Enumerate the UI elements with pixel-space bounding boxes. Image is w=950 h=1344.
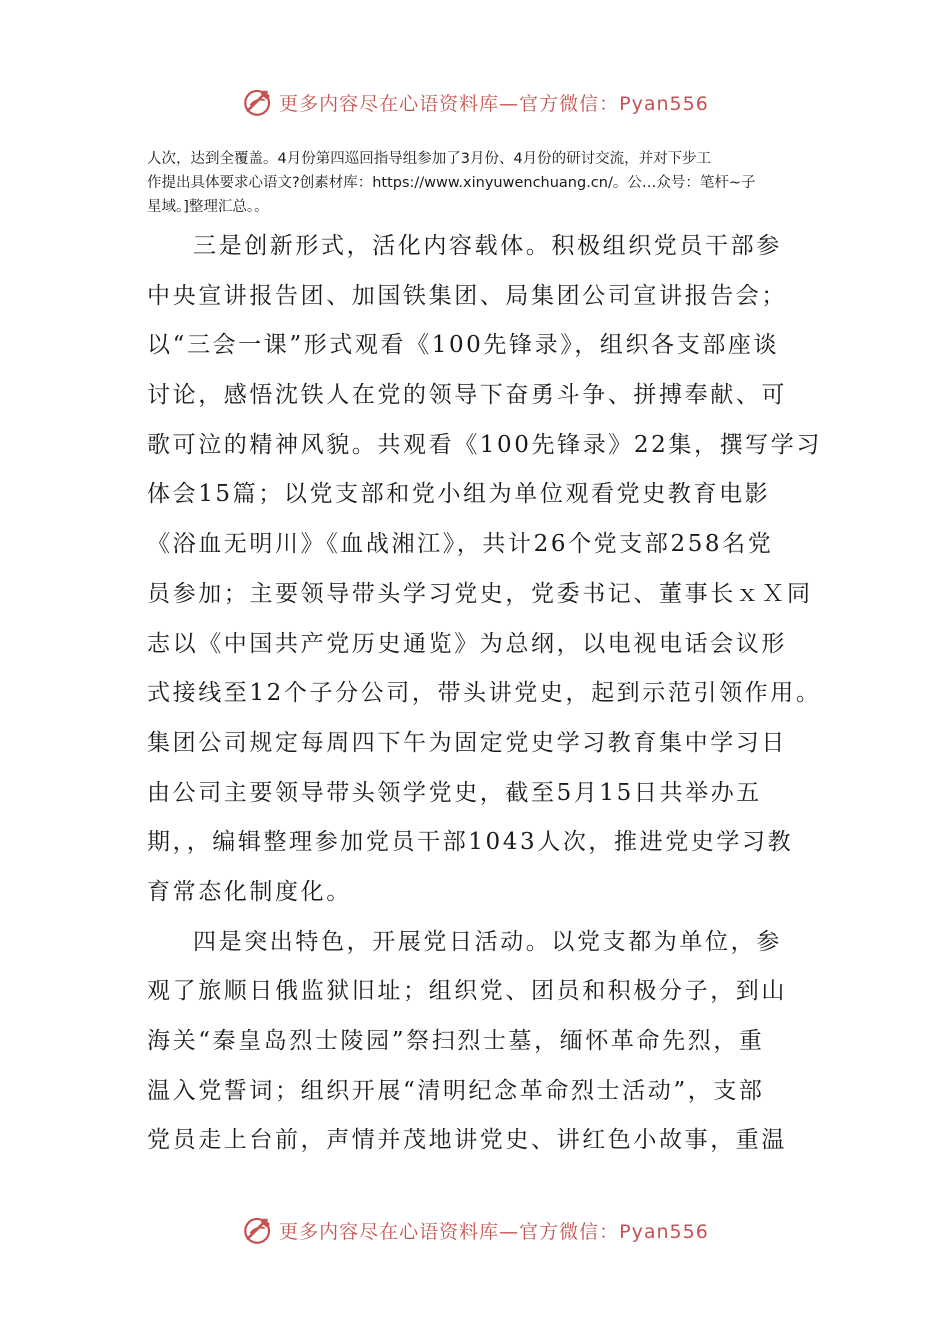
footer-banner: [0, 1210, 950, 1250]
pen-logo-icon: [241, 85, 275, 119]
header-banner-text: 更多内容尽在心语资料库—官方微信：Pyan556: [279, 92, 709, 115]
paragraph-line: 志以《中国共产党历史通览》为总纲，以电视电话会议形: [147, 630, 787, 657]
header-banner: [0, 82, 950, 122]
paragraph-innovate-forms: [147, 222, 822, 918]
paragraph-line: 海关“秦皇岛烈士陵园”祭扫烈士墓，缅怀革命先烈，重: [147, 1028, 765, 1054]
paragraph-line: 由公司主要领导带头领学党史，截至5月15日共举办五: [147, 779, 762, 806]
paragraph-line: 体会15篇；以党支部和党小组为单位观看党史教育电影: [147, 481, 771, 508]
paragraph-line: 式接线至12个子分公司，带头讲党史，起到示范引领作用。: [147, 680, 822, 707]
paragraph-line: 期，，编辑整理参加党员干部1043人次，推进党史学习教: [147, 829, 794, 856]
top-note-line: 人次，达到全覆盖。4月份第四巡回指导组参加了3月份、4月份的研讨交流，并对下步工: [147, 151, 712, 167]
paragraph-line: 歌可泣的精神风貌。共观看《100先锋录》22集，撰写学习: [147, 431, 822, 458]
paragraph-line: 员参加；主要领导带头学习党史，党委书记、董事长ｘＸ同: [147, 580, 813, 607]
pen-logo-icon: [241, 1213, 275, 1247]
footer-banner-text: 更多内容尽在心语资料库—官方微信：Pyan556: [279, 1220, 709, 1243]
paragraph-line: 中央宣讲报告团、加国铁集团、局集团公司宣讲报告会；: [147, 282, 787, 309]
paragraph-party-day: [147, 918, 812, 1166]
paragraph-line: 温入党誓词；组织开展“清明纪念革命烈士活动”，支部: [147, 1077, 765, 1104]
paragraph-line: 《浴血无明川》《血战湘江》，共计26个党支部258名党: [147, 531, 774, 558]
paragraph-line: 讨论，感悟沈铁人在党的领导下奋勇斗争、拼搏奉献、可: [147, 382, 787, 409]
paragraph-line: 以“三会一课”形式观看《100先锋录》，组织各支部座谈: [147, 332, 780, 359]
paragraph-line: 观了旅顺日俄监狱旧址；组织党、团员和积极分子，到山: [147, 978, 787, 1005]
paragraph-line: 四是突出特色，开展党日活动。以党支都为单位，参: [193, 928, 782, 955]
top-note: [147, 147, 812, 219]
top-note-line: 作提出具体要求心语文?创素材库：https://www.xinyuwenchuang.cn/。公…众号：笔杆~子: [147, 175, 756, 191]
top-note-line: 星域。]整理汇总。。: [147, 199, 269, 215]
paragraph-line: 育常态化制度化。: [147, 878, 352, 905]
paragraph-line: 党员走上台前，声情并茂地讲党史、讲红色小故事，重温: [147, 1127, 787, 1154]
body-text: [147, 222, 822, 1166]
paragraph-line: 三是创新形式，活化内容载体。积极组织党员干部参: [193, 233, 782, 259]
paragraph-line: 集团公司规定每周四下午为固定党史学习教育集中学习日: [147, 729, 787, 756]
